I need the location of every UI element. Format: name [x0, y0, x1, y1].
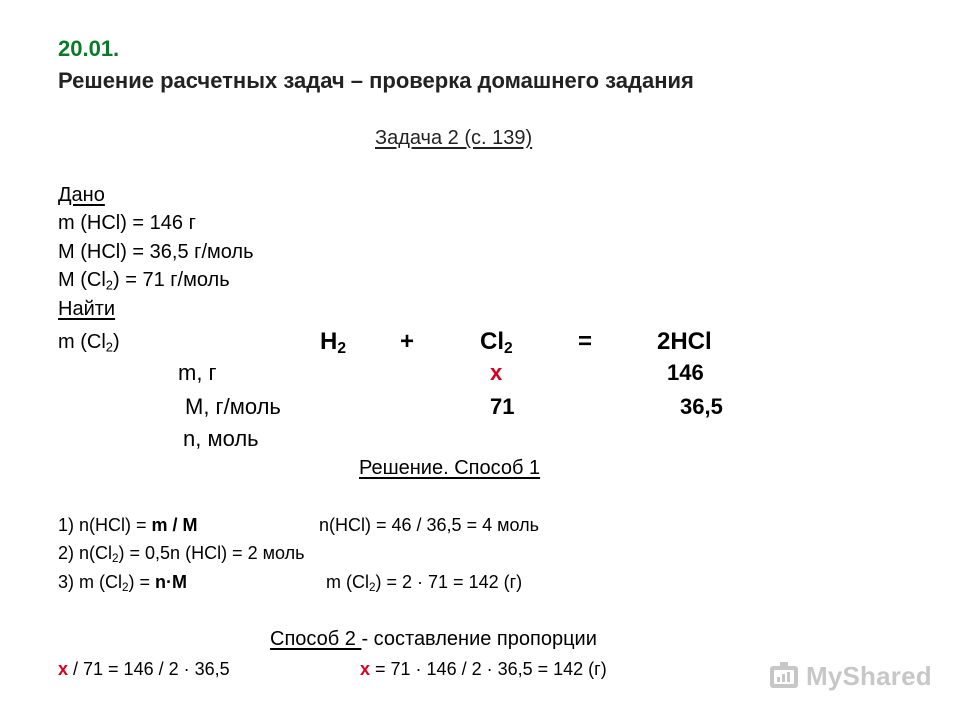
step1-formula: m / M	[151, 515, 198, 535]
mass-label: m, г	[178, 360, 217, 385]
molar-mass-label: M, г/моль	[185, 394, 281, 419]
equation-cl-sub: 2	[504, 339, 513, 357]
solution2-heading	[270, 628, 597, 651]
find-prefix: m (Cl	[58, 331, 106, 353]
solution2-heading-main: Способ 2	[270, 628, 362, 650]
amount-label: n, моль	[183, 426, 259, 451]
solution1-heading: Решение. Способ 1	[359, 457, 541, 479]
step2-suffix: ) = 0,5n (HCl) = 2 моль	[118, 543, 305, 563]
proportion-x1: x	[58, 659, 69, 679]
solution1-step1-calc: n(HCl) = 46 / 36,5 = 4 моль	[319, 515, 539, 535]
given-line3-prefix: M (Cl	[58, 269, 106, 291]
step3-sub: 2	[122, 580, 129, 594]
proportion-left	[58, 659, 230, 680]
equation-cl: Cl	[480, 328, 504, 355]
equation-plus: +	[400, 328, 415, 355]
step2-prefix: 2) n(Cl	[58, 543, 113, 563]
step3-middle: ) =	[128, 572, 156, 592]
step1-label: 1) n(HCl) =	[58, 515, 152, 535]
solution1-step1	[58, 515, 198, 536]
given-line-molar-hcl: M (HCl) = 36,5 г/моль	[58, 241, 254, 263]
watermark-text: MyShared	[806, 660, 932, 691]
proportion-right-text: = 71 · 146 / 2 · 36,5 = 142 (г)	[370, 659, 607, 679]
step3-calc-prefix: m (Cl	[326, 572, 369, 592]
solution1-step2	[58, 543, 304, 564]
find-value	[58, 331, 120, 354]
proportion-right	[360, 659, 607, 680]
equation-2hcl: 2HCl	[657, 328, 712, 355]
mass-hcl-value: 146	[667, 360, 704, 385]
page-title: Решение расчетных задач – проверка домашнего задания	[58, 68, 694, 93]
proportion-x2: x	[360, 659, 371, 679]
myshared-logo-icon	[768, 660, 800, 692]
step3-formula: n·M	[155, 572, 188, 592]
proportion-left-text: / 71 = 146 / 2 · 36,5	[68, 659, 230, 679]
solution1-step3-calc	[326, 572, 522, 593]
equation-h-sub: 2	[337, 339, 347, 357]
task-title: Задача 2 (с. 139)	[375, 127, 533, 149]
given-line3-suffix: ) = 71 г/моль	[113, 269, 230, 291]
equation-equals: =	[578, 328, 593, 355]
step3-prefix: 3) m (Cl	[58, 572, 122, 592]
myshared-watermark	[768, 656, 938, 696]
find-suffix: )	[113, 331, 120, 353]
mass-x: x	[490, 360, 503, 385]
given-heading: Дано	[58, 184, 105, 206]
solution1-step3	[58, 572, 187, 593]
step2-sub: 2	[112, 551, 119, 565]
find-sub: 2	[105, 339, 113, 355]
equation-h: H	[320, 328, 338, 355]
step3-calc-sub: 2	[369, 580, 376, 594]
given-line3-sub: 2	[105, 277, 113, 293]
equation-h2	[320, 328, 346, 356]
given-line-mass-hcl: m (HCl) = 146 г	[58, 212, 196, 234]
step3-calc-suffix: ) = 2 · 71 = 142 (г)	[375, 572, 523, 592]
molar-cl2-value: 71	[490, 394, 515, 419]
given-line-molar-cl2	[58, 269, 230, 292]
solution2-heading-rest: - составление пропорции	[361, 628, 597, 650]
equation-cl2	[480, 328, 513, 356]
molar-hcl-value: 36,5	[680, 394, 723, 419]
date-heading: 20.01.	[58, 36, 120, 61]
find-heading: Найти	[58, 298, 116, 320]
